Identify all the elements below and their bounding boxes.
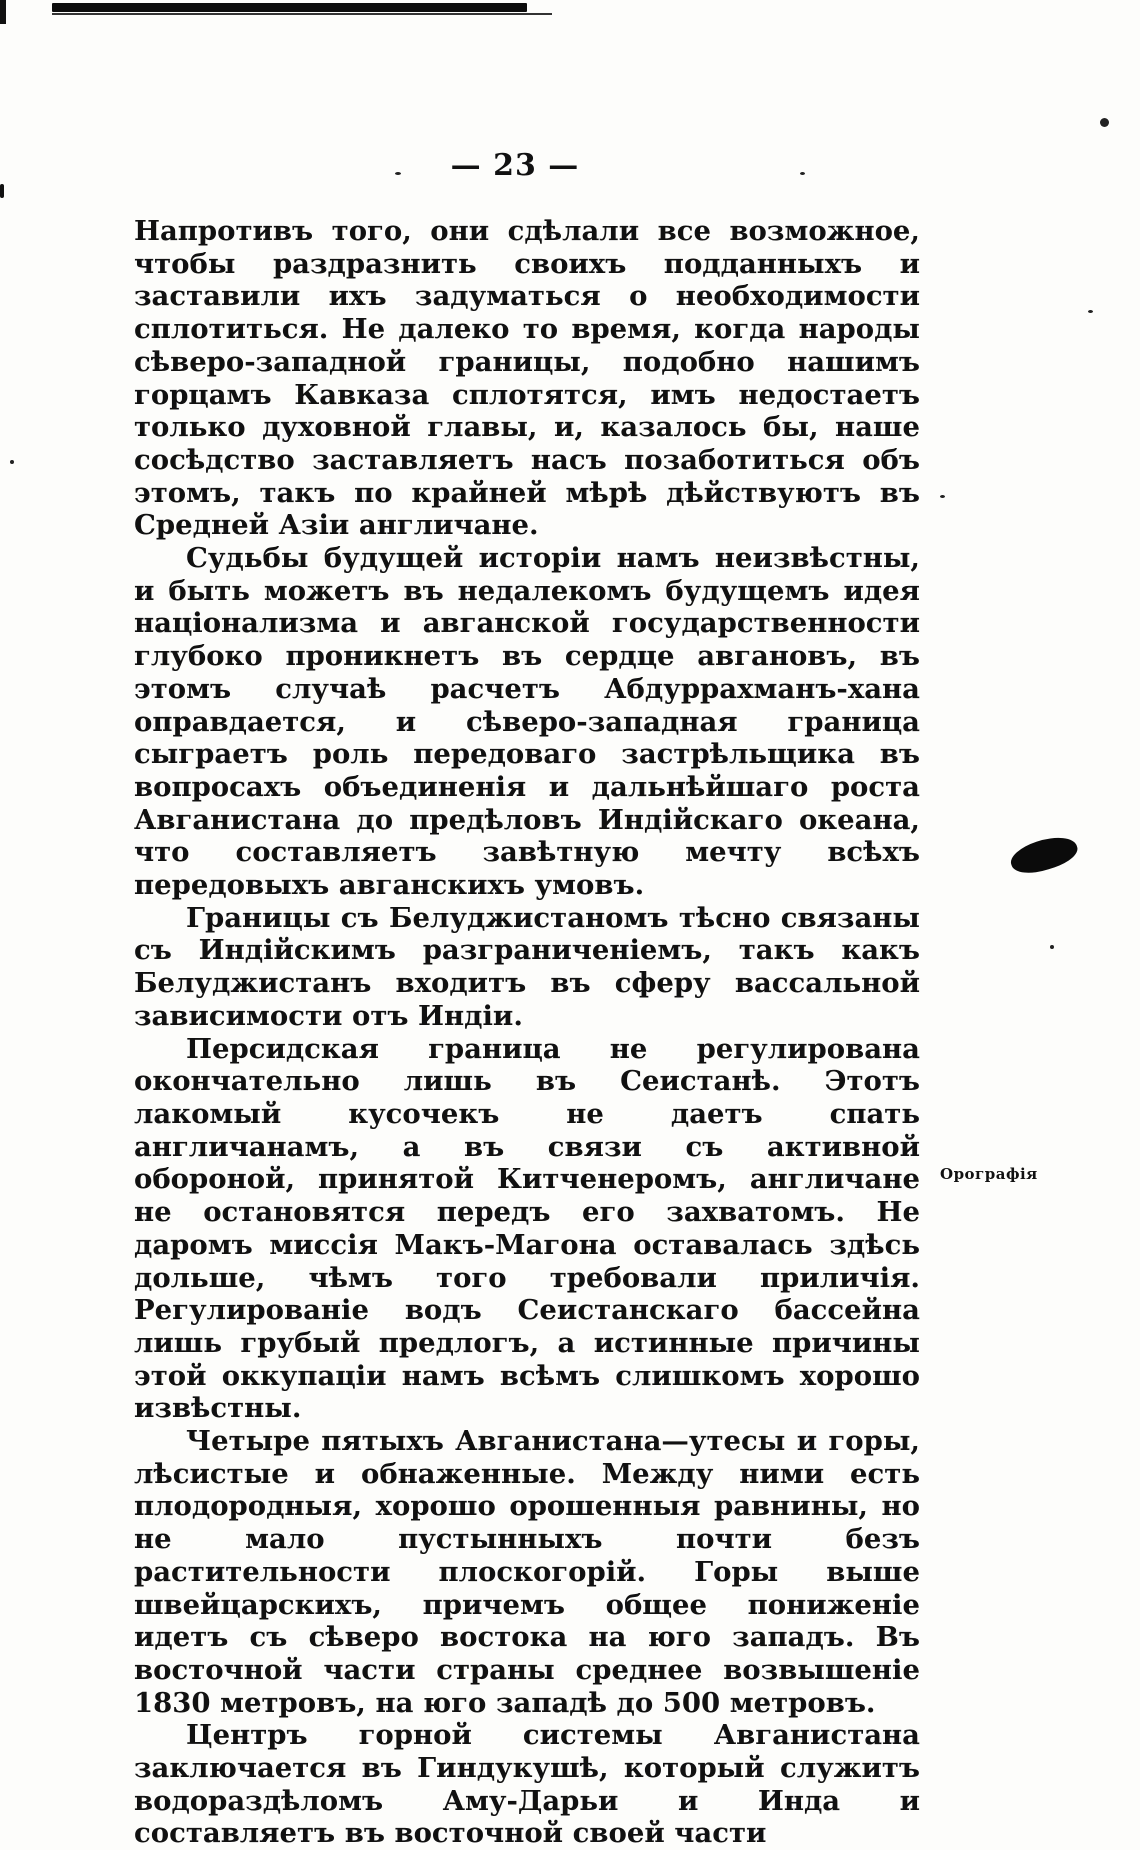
paragraph: Судьбы будущей исторіи намъ неизвѣстны, и быть можетъ въ недалекомъ будущемъ идея націонализма и авганской государственности глубоко проникнетъ въ сердце авгановъ, въ этомъ случаѣ расчетъ Абдуррахманъ-хана оправдается, и сѣверо-западная граница сыграетъ роль передоваго застрѣльщика въ вопросахъ объединенія и дальнѣйшаго роста Авганистана до предѣловъ Индійскаго океана, что составляетъ завѣтную мечту всѣхъ передовыхъ авганскихъ умовъ. [134,542,920,902]
scan-edge-mark [0,0,6,24]
ink-speck [940,495,945,498]
ink-speck [10,460,14,464]
body-text [134,215,920,1850]
ink-blot [1007,830,1081,880]
paragraph: Напротивъ того, они сдѣлали все возможное, чтобы раздразнить своихъ подданныхъ и заставили ихъ задуматься о необходимости сплотиться. Не далеко то время, когда народы сѣверо-западной границы, подобно нашимъ горцамъ Кавказа сплотятся, имъ недостаетъ только духовной главы, и, казалось бы, наше сосѣдство заставляетъ насъ позаботиться объ этомъ, такъ по крайней мѣрѣ дѣйствуютъ въ Средней Азіи англичане. [134,215,920,542]
paragraph: Границы съ Белуджистаномъ тѣсно связаны съ Индійскимъ разграниченіемъ, такъ какъ Белуджистанъ входитъ въ сферу вассальной зависимости отъ Индіи. [134,901,920,1032]
paragraph: Персидская граница не регулирована окончательно лишь въ Сеистанѣ. Этотъ лакомый кусочекъ не даетъ спать англичанамъ, а въ связи съ активной обороной, принятой Китченеромъ, англичане не остановятся передъ его захватомъ. Не даромъ миссія Макъ-Магона оставалась здѣсь дольше, чѣмъ того требовали приличія. Регулированіе водъ Сеистанскаго бассейна лишь грубый предлогъ, а истинные причины этой оккупаціи намъ всѣмъ слишкомъ хорошо извѣстны. [134,1032,920,1425]
paragraph: Центръ горной системы Авганистана заключается въ Гиндукушѣ, который служитъ водораздѣломъ Аму-Дарьи и Инда и составляетъ въ восточной своей части [134,1719,920,1850]
ink-speck [1088,310,1093,313]
ink-speck [1100,118,1109,127]
ink-speck [395,172,401,175]
paragraph: Четыре пятыхъ Авганистана—утесы и горы, лѣсистые и обнаженные. Между ними есть плодородныя, хорошо орошенныя равнины, но не мало пустынныхъ почти безъ растительности плоскогорій. Горы выше швейцарскихъ, причемъ общее пониженіе идетъ съ сѣверо востока на юго западъ. Въ восточной части страны среднее возвышеніе 1830 метровъ, на юго западѣ до 500 метровъ. [134,1425,920,1719]
scan-edge-mark [0,184,4,198]
top-rule [52,3,527,12]
margin-note: Орографія [940,1165,1038,1183]
ink-speck [800,172,805,175]
top-rule-thin [52,13,552,15]
page-number: — 23 — [450,148,580,183]
ink-speck [1050,945,1054,949]
